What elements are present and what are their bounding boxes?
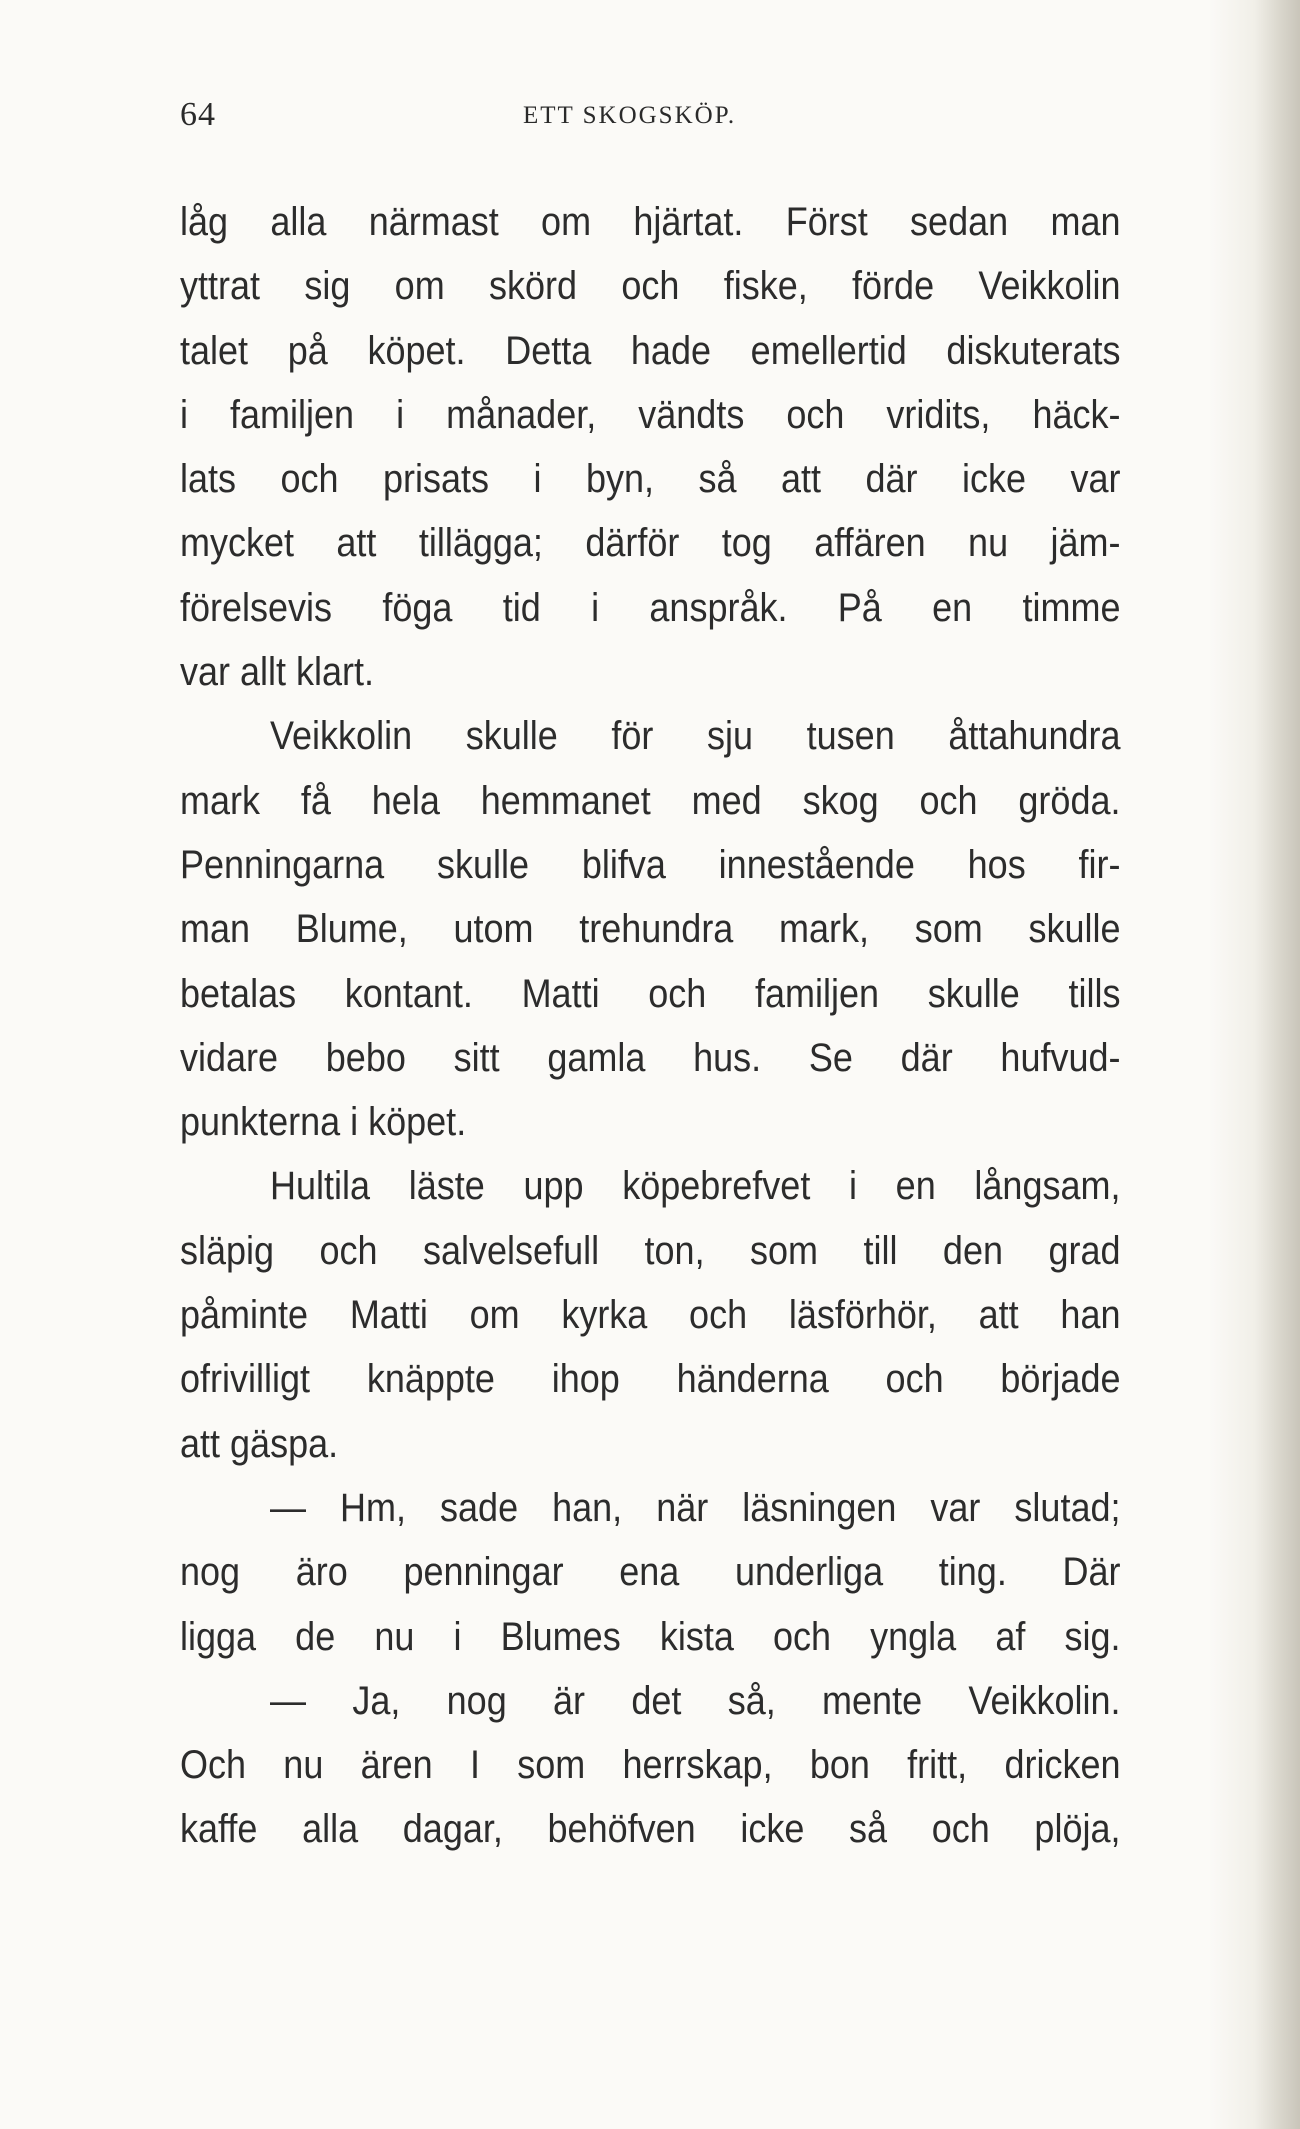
text-line: Och nu ären I som herrskap, bon fritt, dricken xyxy=(180,1743,1121,1788)
text-line: punkterna i köpet. xyxy=(180,1100,467,1145)
text-line: betalas kontant. Matti och familjen skulle tills xyxy=(180,971,1121,1016)
text-line: i familjen i månader, vändts och vridits, häck- xyxy=(180,392,1121,437)
text-line: mycket att tillägga; därför tog affären nu jäm- xyxy=(180,521,1121,566)
page-header xyxy=(180,96,1120,146)
text-line: förelsevis föga tid i anspråk. På en timme xyxy=(180,585,1121,630)
text-line: Penningarna skulle blifva innestående hos fir- xyxy=(180,842,1121,887)
text-line: mark få hela hemmanet med skog och gröda. xyxy=(180,778,1121,823)
text-line: att gäspa. xyxy=(180,1421,339,1466)
text-line: var allt klart. xyxy=(180,650,375,695)
text-line: nog äro penningar ena underliga ting. Där xyxy=(180,1550,1121,1595)
text-line: Veikkolin skulle för sju tusen åttahundra xyxy=(270,714,1121,759)
text-line: Hultila läste upp köpebrefvet i en långsam, xyxy=(270,1164,1121,1209)
text-line: man Blume, utom trehundra mark, som skulle xyxy=(180,907,1121,952)
text-line: — Hm, sade han, när läsningen var slutad; xyxy=(270,1485,1121,1530)
text-line: lats och prisats i byn, så att där icke var xyxy=(180,457,1121,502)
text-line: ligga de nu i Blumes kista och yngla af sig. xyxy=(180,1614,1121,1659)
text-line: talet på köpet. Detta hade emellertid diskuterats xyxy=(180,328,1121,373)
text-line: påminte Matti om kyrka och läsförhör, att han xyxy=(180,1293,1121,1338)
text-line: — Ja, nog är det så, mente Veikkolin. xyxy=(270,1678,1121,1723)
text-line: ofrivilligt knäppte ihop händerna och började xyxy=(180,1357,1121,1402)
running-title: ETT SKOGSKÖP. xyxy=(523,102,737,129)
text-line: släpig och salvelsefull ton, som till den grad xyxy=(180,1228,1121,1273)
page-number: 64 xyxy=(180,96,216,133)
body-text xyxy=(180,190,1121,1862)
text-line: yttrat sig om skörd och fiske, förde Veikkolin xyxy=(180,264,1121,309)
text-line: kaffe alla dagar, behöfven icke så och plöja, xyxy=(180,1807,1121,1852)
text-line: låg alla närmast om hjärtat. Först sedan man xyxy=(180,200,1121,244)
text-line: vidare bebo sitt gamla hus. Se där hufvud- xyxy=(180,1035,1121,1080)
